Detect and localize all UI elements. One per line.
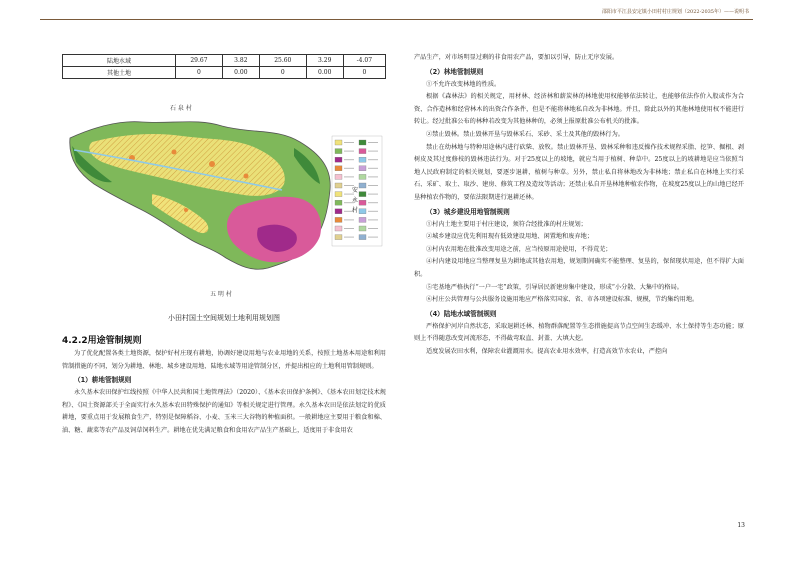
section-title: 4.2.2用途管制规则 — [62, 336, 142, 346]
legend-label-line — [368, 142, 378, 143]
legend-label-line — [344, 159, 354, 160]
legend-swatch — [335, 140, 342, 145]
section-intro: 为了优化配置各类土地资源，保护好村庄现有耕地，协调好建设用地与农业用地的关系，按照土地基本用途和利用管制措施的不同，划分为耕地、林地、城乡建设用地、陆地水域等用途管制分区，并提出相应的土地利用管制规则。 — [62, 350, 386, 370]
legend-swatch — [359, 226, 366, 231]
village-label-north: 石 泉 村 — [170, 105, 192, 112]
water-rule-1: 严格保护河岸自然状态，采取退耕还林、植物群落配置等生态措施提高节点空间生态缓冲、水土保持等生态功能；原则上不得随意改变河流形态，不得截弯取直、封盖、大填大挖。 — [414, 322, 744, 343]
construction-rule-2: ②城乡建设应优先利用现有低效建设用地、闲置地和废弃地； — [426, 233, 594, 241]
table-cell: 0 — [259, 67, 306, 79]
legend-label-line — [368, 159, 378, 160]
legend-swatch — [359, 235, 366, 240]
village-label-south: 五 明 村 — [210, 291, 232, 298]
legend-swatch — [359, 192, 366, 197]
legend-swatch — [335, 149, 342, 154]
legend-label-line — [368, 185, 378, 186]
legend-label-line — [368, 176, 378, 177]
legend-swatch — [359, 217, 366, 222]
construction-rule-4: ④村内建设用地应当整理复垦为耕地或其他农用地，规划期间确实不能整理、复垦的，保留现状用途，但不得扩大面积。 — [414, 258, 744, 278]
right-column — [414, 52, 744, 358]
subsection-title-water: （4）陆地水域管制规则 — [426, 309, 497, 318]
legend-swatch — [335, 157, 342, 162]
forest-rule-1: ①不允许改变林地的性质。 — [426, 80, 501, 88]
header-rule — [40, 19, 753, 20]
legend-label-line — [368, 168, 378, 169]
subsection-title-forest: （2）林地管制规则 — [426, 67, 484, 76]
table-cell: 29.67 — [176, 55, 223, 67]
legend-label-line — [368, 237, 378, 238]
construction-rule-5: ⑤宅基地严格执行“一户一宅”政策，引导居民新建房集中建设，形成“小分散、大集中的格局。 — [426, 283, 683, 291]
water-rule-2: 适度发展农田水利，保障农业灌溉用水。提高农业用水效率，打造高效节水农业，严控向 — [426, 347, 668, 355]
legend-swatch — [359, 140, 366, 145]
legend-swatch — [359, 149, 366, 154]
table-cell: 0.00 — [306, 67, 343, 79]
table-cell: 0 — [343, 67, 385, 79]
table-cell: 3.29 — [306, 55, 343, 67]
legend-swatch — [359, 157, 366, 162]
legend-swatch — [359, 174, 366, 179]
continued-text: 产品生产，对市场明显过剩的非食用农产品，要加以引导，防止无序发展。 — [414, 54, 619, 61]
legend-label-line — [344, 219, 354, 220]
table-cell: 陆地水域 — [63, 55, 176, 67]
table-cell: 其他土地 — [63, 67, 176, 79]
legend-label-line — [368, 219, 378, 220]
construction-rule-3: ③村内农用地在批准改变用途之前，应当按原用途使用，不得荒芜； — [426, 245, 612, 253]
legend-label-line — [344, 142, 354, 143]
map-graphic — [62, 98, 386, 310]
legend-label-line — [344, 228, 354, 229]
legend-swatch — [335, 209, 342, 214]
village-label-east: 安 永 村 — [352, 187, 359, 214]
land-use-table — [62, 54, 386, 79]
table-cell: 3.82 — [222, 55, 259, 67]
farmland-rules-text: 永久基本农田保护红线按照《中华人民共和国土地管理法》（2020）、《基本农田保护条例》、《基本农田划定技术规程》、《国土资源部关于全面实行永久基本农田特殊保护的通知》等相关规定进行管理。永久基本农田是依法划定的优质耕地，要重点用于发展粮食生产，特别是保障稻谷、小麦、玉米三大谷物的种植面积。一般耕地应主要用于粮食和棉、油、糖、蔬菜等农产品及饲草饲料生产。耕地在优先满足粮食和食用农产品生产基础上，适度用于非食用农 — [62, 389, 386, 434]
legend-swatch — [335, 200, 342, 205]
legend-swatch — [335, 226, 342, 231]
construction-rule-6: ⑥村庄公共管理与公共服务设施用地应严格落实国家、省、市各项建设标准、规模，节约集约用地。 — [426, 296, 699, 304]
legend-swatch — [359, 183, 366, 188]
table-cell: -4.07 — [343, 55, 385, 67]
legend-swatch — [335, 183, 342, 188]
table-row — [63, 55, 386, 67]
legend-swatch — [335, 235, 342, 240]
running-header: 邵阳市平江县安定镇小田村村庄规划（2022-2035年）——说明书 — [601, 9, 749, 15]
legend-label-line — [368, 151, 378, 152]
legend-label-line — [344, 237, 354, 238]
legend-label-line — [368, 228, 378, 229]
table-cell: 0 — [176, 67, 223, 79]
legend-label-line — [368, 202, 378, 203]
table-row — [63, 67, 386, 79]
land-use-plan-map — [62, 98, 386, 310]
subsection-title-farmland: （1）耕地管制规则 — [74, 376, 132, 385]
legend-swatch — [335, 174, 342, 179]
land-use-table-wrap — [62, 54, 386, 79]
map-caption: 小田村国土空间规划土地利用规划图 — [168, 314, 280, 322]
legend-swatch — [359, 166, 366, 171]
table-cell: 25.60 — [259, 55, 306, 67]
legend-swatch — [359, 200, 366, 205]
legend-swatch — [335, 217, 342, 222]
legend-label-line — [344, 176, 354, 177]
legend-label-line — [368, 194, 378, 195]
legend-label-line — [368, 211, 378, 212]
forest-rule-4: 禁止在幼林地与特种用途林内进行砍柴、放牧。禁止毁林开垦、毁林采种和违反操作技术规程采脂、挖笋、掘根、剥树皮及其过度修枝的毁林违法行为。对于25度以上的坡地，就应当用于植树、种草中。25度以上的坡耕地是应当依照当地人民政府制定的相关规划，要逐步退耕，植树与种草。另外，禁止私自将林地改为非林地；禁止私自在林地上实行采石、采矿、取土、取沙、建房、修筑工程及造坟等活动；还禁止私自开垦林地种植农作物，在坡度25度以上的山地已经开垦种植农作物的，要依法限期进行退耕还林。 — [414, 143, 744, 201]
page-number: 13 — [737, 522, 745, 529]
legend-swatch — [359, 209, 366, 214]
legend-label-line — [344, 168, 354, 169]
table-cell: 0.00 — [222, 67, 259, 79]
left-body — [62, 348, 386, 438]
forest-rule-2: 根据《森林法》的相关规定，用材林、经济林和薪炭林的林地使用权能够依法转让，也能够依法作价入股或作为合资、合作造林和经营林木的出资合作条件，但是不能将林地私自改为非林地。并且，除此以外的其他林地使用权不能进行转让。经过批准公布的林种若改变为其他林种的，必须上报原批准公布机关的批准。 — [414, 93, 744, 126]
subsection-title-construction: （3）城乡建设用地管制规则 — [426, 207, 510, 216]
legend-label-line — [344, 151, 354, 152]
legend-swatch — [335, 192, 342, 197]
construction-rule-1: ①村内土地主要用于村庄建设，须符合经批准的村庄规划； — [426, 220, 587, 228]
legend-swatch — [335, 166, 342, 171]
forest-rule-3: ②禁止毁林。禁止毁林开垦与毁林采石、采砂、采土及其他的毁林行为。 — [426, 130, 624, 138]
